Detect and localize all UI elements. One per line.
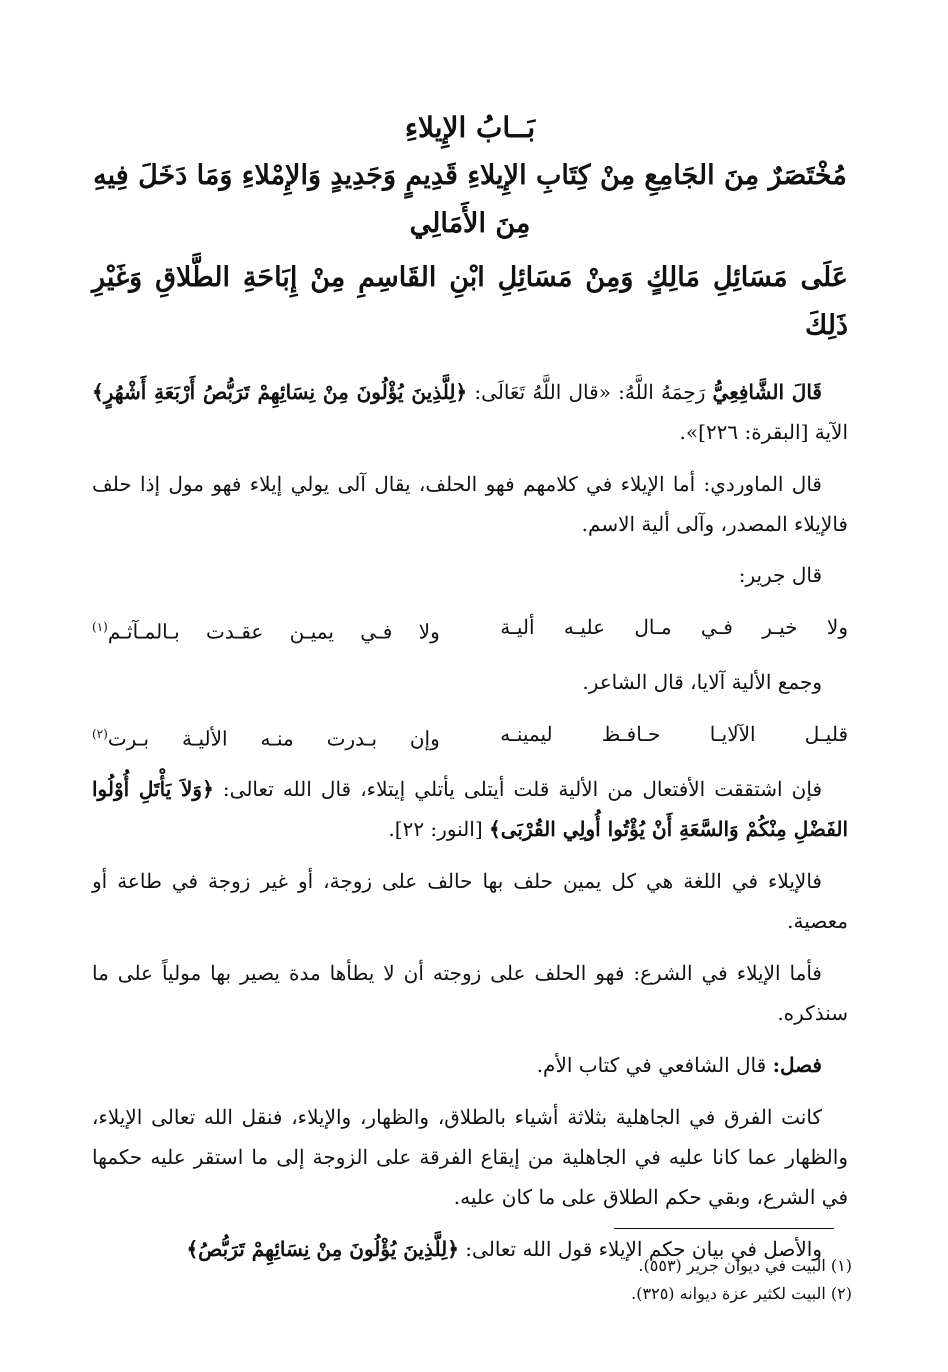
linguistic-definition: فالإيلاء في اللغة هي كل يمين حلف بها حالف على زوجة، أو غير زوجة في طاعة أو معصية. [92,869,848,934]
footnote-1: (١) البيت في ديوان جرير (٥٥٣). [638,1256,852,1275]
chapter-subtitle: مُخْتَصَرٌ مِنَ الجَامِعِ مِنْ كِتَابِ الإِيلاءِ قَدِيمٍ وَجَدِيدٍ وَالإِمْلاءِ وَمَا دَخَلَ فِيهِ مِنَ الأَمَالِي [93,160,847,239]
chapter-subtitle-continuation: عَلَى مَسَائِلِ مَالِكٍ وَمِنْ مَسَائِلِ ابْنِ القَاسِمِ مِنْ إِبَاحَةِ الطَّلاقِ وَغَيْرِ ذَلِكَ [92,262,848,341]
verse-first-hemistich: قليـل الآلايـا حـافـظ ليمينـه [500,721,848,746]
verse-second-hemistich [92,608,440,651]
poetry-verse [92,608,848,651]
footnote-divider [614,1228,834,1229]
mawardi-paragraph: قال الماوردي: أما الإيلاء في كلامهم فهو الحلف، يقال آلى يولي إيلاء فهو مول إذا حلف فالإيلاء المصدر، وآلى ألية الاسم. [92,472,848,536]
quran-verse: ﴿وَلاَ يَأْتَلِ أُوْلُوا الفَضْلِ مِنْكُمْ وَالسَّعَةِ أَنْ يُؤْتُوا أُولِي القُرْبَى﴾ [92,777,848,842]
derivation-paragraph [92,769,848,849]
verse-second-hemistich [92,715,440,758]
legal-definition: فأما الإيلاء في الشرع: فهو الحلف على زوجته أن لا يطأها مدة يصير بها مولياً على ما سنذكره. [92,961,848,1026]
quran-verse: ﴿لِلَّذِينَ يُؤْلُونَ مِنْ نِسَائِهِمْ تَرَبُّصُ﴾ [186,1237,459,1262]
page-content [92,100,848,1281]
verse-first-hemistich: ولا خيـر فـي مـال عليـه أليـة [500,615,848,639]
shafii-statement [92,372,848,452]
poetry-verse [92,715,848,758]
verse-second-hemistich-text: ولا فـي يميـن عقـدت بـالمـآثـم [107,619,440,644]
verse-reference: الآية [البقرة: ٢٢٦]». [679,420,848,444]
plural-note: وجمع الألية آلايا، قال الشاعر. [582,669,822,694]
footnotes [252,1252,852,1308]
history-paragraph: كانت الفرق في الجاهلية بثلاثة أشياء بالطلاق، والظهار، والإيلاء، فنقل الله تعالى الإيلاء، والظهار عما كانا عليه في الجاهلية من إيقاع الفرقة على الزوجة إلى ما استقر عليه حكمها في الشرع، وبقي حكم الطلاق على ما كان عليه. [92,1105,848,1210]
derivation-text: فإن اشتققت الأفتعال من الألية قلت أيتلى يأتلي إيتلاء، قال الله تعالى: [213,777,823,802]
section-text: قال الشافعي في كتاب الأم. [536,1053,773,1078]
verse-second-hemistich-text: وإن بـدرت منـه الأليـة بـرت [107,726,440,751]
section-label: فصل: [772,1053,822,1078]
verse-reference: [النور: ٢٢]. [388,817,489,842]
footnote-marker: (١) [92,620,108,634]
section-paragraph [92,1045,848,1085]
footnote-2: (٢) البيت لكثير عزة ديوانه (٣٢٥). [631,1284,852,1303]
chapter-title: بَــابُ الإِيلاءِ [404,111,536,144]
poet-attribution: قال جرير: [738,563,822,587]
footnote-marker: (٢) [92,726,108,741]
quran-verse: ﴿لِلَّذِينَ يُؤْلُونَ مِنْ نِسَائِهِمْ تَرَبُّصُ أَرْبَعَةِ أَشْهُرٍ﴾ [92,380,468,404]
shafii-lead: قَالَ الشَّافِعِيُّ [712,380,822,404]
basis-text: والأصل في بيان حكم الإيلاء قول الله تعالى: [458,1237,822,1262]
shafii-text: رَحِمَهُ اللَّهُ: «قال اللَّهُ تَعَالَى: [467,380,713,404]
